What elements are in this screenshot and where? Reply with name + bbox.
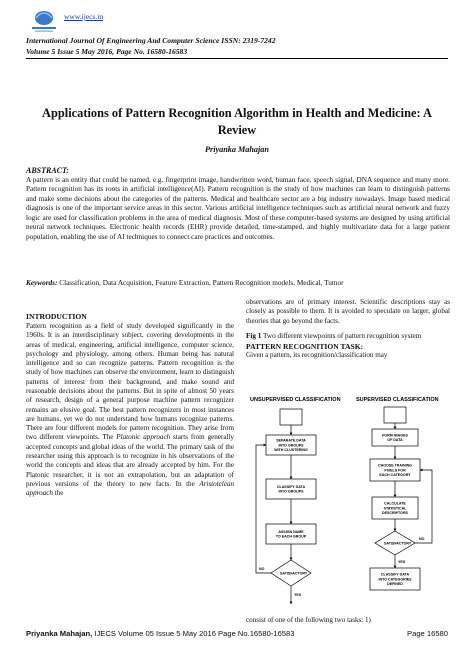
- intro-text-part-c: the: [52, 489, 64, 498]
- keywords-label: Keywords:: [26, 279, 58, 287]
- right-box-statistics: [372, 497, 418, 519]
- right-box-1-line-2: EACH CATEGORY: [379, 472, 411, 477]
- intro-italic-platonic: Platonic approach: [116, 433, 171, 442]
- journal-name: International Journal Of Engineering And Computer Science ISSN: 2319-7242: [26, 36, 276, 45]
- introduction-section: [26, 312, 234, 498]
- tasks-text: consist of one of the following two tasks: 1): [246, 616, 371, 624]
- figure-caption-text: Two different viewpoints of pattern recognition system: [261, 331, 422, 340]
- left-box-1-line-1: INTO GROUPS: [278, 489, 304, 494]
- paper-title: Applications of Pattern Recognition Algorithm in Health and Medicine: A Review: [42, 106, 432, 137]
- left-box-2-line-1: TO EACH GROUP: [275, 534, 307, 539]
- left-box-0-line-2: WITH CLUSTERING: [274, 447, 308, 452]
- observations-text: observations are of primary interest. Scientific descriptions stay as closely as possible to them. It is avoided to speculate on larger, global theories that go beyond the facts.: [246, 298, 450, 325]
- header-rule: [26, 58, 448, 59]
- left-yes-label: YES: [294, 593, 302, 597]
- intro-text-part-a: Pattern recognition as a field of study developed significantly in the 1960s. It is an interdisciplinary subject, covering developments in the areas of medical, engineering, artificial intelligence, computer science, psychology and physiology, among others. Human being has natural intelligence and so can recognize patterns. Pattern recognition is the study of how machines can observe the environment, learn to distinguish patterns of interest from their background, and make sound and reasonable decisions about the patterns. But in spite of almost 50 years of research, design of a general purpose machine pattern recognizer remains an elusive goal. The best pattern recognizers in most instances are humans, yet we do not understand how humans recognize patterns. There are four different models for pattern recognition. They arise from two different viewpoints. The: [26, 322, 234, 442]
- left-box-assign: [266, 524, 316, 544]
- left-box-separate: [266, 435, 316, 455]
- classification-flowchart: [246, 395, 450, 613]
- keywords: [26, 279, 450, 288]
- left-box-1-line-0: CLASSIFY DATA: [276, 485, 306, 489]
- data-input-right: [384, 407, 406, 423]
- right-box-3-line-2: DEFINED: [387, 581, 403, 586]
- left-box-classify: [266, 479, 316, 499]
- data-input-left: [280, 409, 302, 425]
- right-box-0-line-1: OF DATA: [387, 438, 403, 443]
- paper-author: Priyanka Mahajan: [205, 145, 269, 154]
- right-column: [246, 298, 450, 360]
- left-decision-label: SATISFACTORY: [280, 571, 308, 576]
- introduction-text: [26, 322, 234, 498]
- intro-italic-aristotelean: Aristotelean approach: [26, 479, 234, 498]
- page-footer: [26, 629, 448, 638]
- right-box-2-line-1: STATISTICAL: [383, 506, 407, 511]
- footer-journal-info: IJECS Volume 05 Issue 5 May 2016 Page No.16580-16583: [92, 629, 295, 638]
- footer-page-number: Page 16580: [407, 629, 448, 638]
- supervised-title: SUPERVISED CLASSIFICATION: [356, 397, 439, 403]
- left-box-0-line-1: INTO GROUPS: [278, 443, 304, 448]
- right-box-0-line-0: FORM IMAGES: [382, 433, 408, 438]
- right-box-1-line-0: CHOOSE TRAINING: [378, 463, 412, 468]
- keywords-text: Classification, Data Acquisition, Feature Extraction, Pattern Recognition models, Medical, Tumor: [59, 279, 344, 287]
- right-decision-label: SATISFACTORY: [384, 541, 412, 546]
- footer-citation: [26, 629, 294, 638]
- left-no-label: NO: [259, 567, 265, 571]
- right-box-3-line-0: CLASSIFY DATA: [380, 572, 410, 577]
- right-box-3-line-1: INTO CATEGORIES: [378, 577, 412, 582]
- right-box-form-images: [372, 429, 418, 446]
- unsupervised-title: UNSUPERVISED CLASSIFICATION: [250, 397, 341, 403]
- right-box-1-line-1: PIXELS FOR: [384, 468, 406, 473]
- right-box-2-line-2: DESCRIPTORS: [382, 510, 408, 515]
- figure-caption: [246, 332, 450, 341]
- left-box-2-line-0: ASSIGN NAME: [278, 530, 304, 534]
- journal-url-link[interactable]: www.ijecs.in: [64, 12, 104, 21]
- right-yes-label: YES: [398, 560, 406, 564]
- introduction-heading: INTRODUCTION: [26, 312, 87, 321]
- abstract-text: A pattern is an entity that could be named, e.g. fingerprint image, handwritten word, human face, speech signal, DNA sequence and many more. Pattern recognition has its roots in artificial intelligence(AI). Pattern recognition is the study of how machines can learn to distinguish patterns and make some decisions about the categories of the patterns. Medical and healthcare sector are a big industry nowadays. Image based medical diagnosis is one of the important service areas in this sector. Various artificial intelligence techniques such as artificial neural network and fuzzy logic are used for classification problems in the area of medical diagnosis. Most of these computer-based systems are designed by using artificial neural network techniques. Electronic health records (EHR) provide detailed, time-stamped, and highly multivariate data for a large patient population, enabling the use of AI techniques to connect care practices and outcomes.: [26, 176, 450, 241]
- volume-info: Volume 5 Issue 5 May 2016, Page No. 16580-16583: [26, 47, 188, 56]
- task-text: Given a pattern, its recognition/classification may: [246, 351, 388, 360]
- journal-logo: [26, 6, 62, 34]
- left-box-0-line-0: SEPARATE DATA: [276, 438, 306, 443]
- abstract-heading: ABSTRACT:: [26, 166, 69, 175]
- task-heading: PATTERN RECOGNITION TASK:: [246, 342, 364, 352]
- figure-label: Fig 1: [246, 331, 262, 340]
- right-box-training: [370, 459, 420, 481]
- right-box-classify: [370, 568, 420, 590]
- right-no-label: NO: [419, 537, 425, 541]
- intro-text-part-b: starts from generally accepted concepts and global ideas of the world. The primary task of the researcher using this approach is to recognize in his observations of the world the concepts and ideas that are already accepted by him. For the Platonic researcher, it is not an extrapolation, but an adaptation of previous versions of the theory to new facts. In the: [26, 433, 234, 488]
- footer-author: Priyanka Mahajan,: [26, 629, 93, 638]
- right-box-2-line-0: CALCULATE: [384, 501, 406, 506]
